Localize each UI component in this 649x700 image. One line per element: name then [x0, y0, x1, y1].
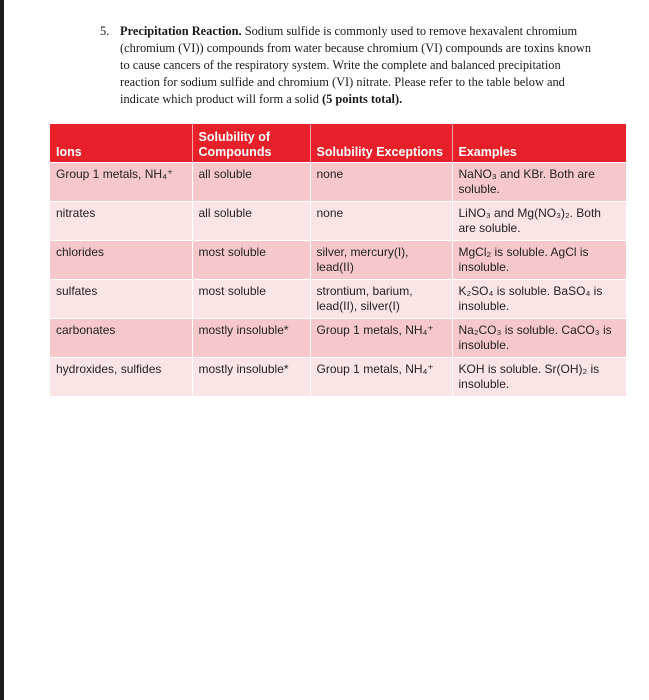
table-row: [50, 202, 626, 241]
header-solubility: Solubility of Compounds: [192, 124, 310, 163]
cell-solubility: all soluble: [192, 163, 310, 202]
cell-examples: K₂SO₄ is soluble. BaSO₄ is insoluble.: [452, 280, 626, 319]
table-row: [50, 241, 626, 280]
cell-ions: chlorides: [50, 241, 192, 280]
cell-ions: carbonates: [50, 319, 192, 358]
left-edge-bar: [0, 0, 4, 700]
cell-solubility: all soluble: [192, 202, 310, 241]
cell-exceptions: none: [310, 202, 452, 241]
cell-solubility: mostly insoluble*: [192, 319, 310, 358]
table-row: [50, 358, 626, 397]
table-row: [50, 163, 626, 202]
question-title: Precipitation Reaction.: [120, 24, 242, 38]
cell-exceptions: Group 1 metals, NH₄⁺: [310, 319, 452, 358]
cell-solubility: mostly insoluble*: [192, 358, 310, 397]
cell-ions: nitrates: [50, 202, 192, 241]
header-exceptions: Solubility Exceptions: [310, 124, 452, 163]
question-number: 5.: [100, 24, 110, 38]
question-text: Sodium sulfide is commonly used to remove hexavalent chromium (chromium (VI)) compounds from water because chromium (VI) compounds are toxins known to cause cancers of the respiratory system. Write the complete and balanced precipitation reaction for sodium sulfide and chromium (VI) nitrate. Please refer to the table below and indicate which product will form a solid: [120, 24, 592, 106]
header-ions: Ions: [50, 124, 192, 163]
cell-exceptions: strontium, barium, lead(II), silver(I): [310, 280, 452, 319]
cell-examples: KOH is soluble. Sr(OH)₂ is insoluble.: [452, 358, 626, 397]
cell-examples: LiNO₃ and Mg(NO₃)₂. Both are soluble.: [452, 202, 626, 241]
cell-examples: Na₂CO₃ is soluble. CaCO₃ is insoluble.: [452, 319, 626, 358]
cell-solubility: most soluble: [192, 280, 310, 319]
cell-exceptions: silver, mercury(I), lead(II): [310, 241, 452, 280]
header-examples: Examples: [452, 124, 626, 163]
table-row: [50, 280, 626, 319]
cell-ions: sulfates: [50, 280, 192, 319]
table-header-row: [50, 124, 626, 163]
cell-examples: NaNO₃ and KBr. Both are soluble.: [452, 163, 626, 202]
cell-exceptions: Group 1 metals, NH₄⁺: [310, 358, 452, 397]
cell-ions: hydroxides, sulfides: [50, 358, 192, 397]
cell-ions: Group 1 metals, NH₄⁺: [50, 163, 192, 202]
question-points: (5 points total).: [322, 92, 403, 106]
question-text-block: [120, 23, 603, 108]
cell-solubility: most soluble: [192, 241, 310, 280]
cell-examples: MgCl₂ is soluble. AgCl is insoluble.: [452, 241, 626, 280]
solubility-table: [50, 124, 626, 396]
table-row: [50, 319, 626, 358]
cell-exceptions: none: [310, 163, 452, 202]
question-block: [100, 23, 603, 108]
